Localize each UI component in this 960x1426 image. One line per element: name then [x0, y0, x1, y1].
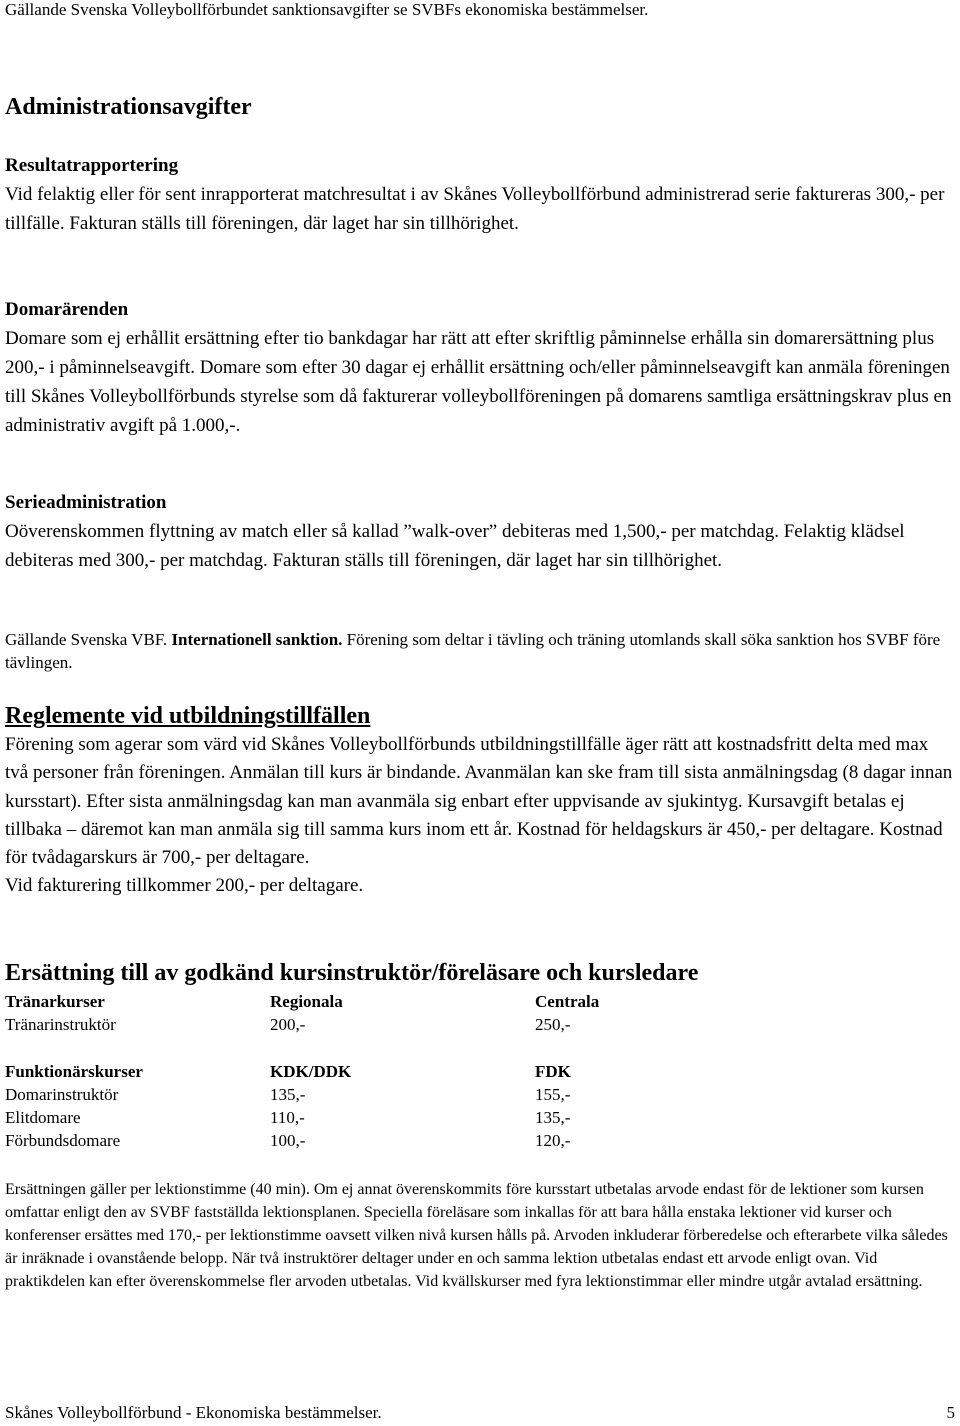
compensation-note-wrap: [5, 1178, 955, 1293]
education-section: [5, 701, 955, 901]
referee-title: Domarärenden: [5, 299, 129, 320]
table-cell: 200,-: [270, 1015, 306, 1034]
table-header-cell: FDK: [535, 1062, 571, 1081]
page-number: 5: [946, 1403, 955, 1422]
page-header: Gällande Svenska Volleybollförbundet sanktionsavgifter se SVBFs ekonomiska bestämmelser.: [5, 0, 649, 19]
compensation-note: Ersättningen gäller per lektionstimme (40 min). Om ej annat överenskommits före kursstart utbetalas arvode endast för de lektioner som kursen omfattar enligt den av SVBF fastställda lektionsplanen. Speciella föreläsare som inkallas för att bara hålla enstaka lektioner vid kurser och konferenser ersättes med 170,- per lektionstimme oavsett vilken nivå kursen hålls på. Arvoden inkluderar förberedelse och efterarbete vilka således är inräknade i ovanstående belopp. När två instruktörer deltager under en och samma lektion utbetalas endast ett arvode enligt ovan. Vid praktikdelen kan efter överenskommelse fler arvoden utbetalas. Vid kvällskurser med fyra lektionstimmar eller mindre utgår avtalad ersättning.: [5, 1181, 948, 1290]
table-header-row: [5, 1060, 735, 1083]
table-header-cell: KDK/DDK: [270, 1062, 352, 1081]
table-row: [5, 1129, 735, 1152]
education-title: Reglemente vid utbildningstillfällen: [5, 703, 371, 729]
table-cell: 135,-: [270, 1085, 306, 1104]
footer-text: Skånes Volleybollförbund - Ekonomiska bestämmelser.: [5, 1403, 382, 1422]
education-para2: Vid fakturering tillkommer 200,- per deltagare.: [5, 875, 364, 897]
table-cell: 120,-: [535, 1131, 571, 1150]
table-cell: Elitdomare: [5, 1108, 81, 1127]
sanction-prefix: Gällande Svenska VBF.: [5, 630, 168, 649]
table-cell: 135,-: [535, 1108, 571, 1127]
series-section: [5, 488, 955, 575]
result-title: Resultatrapportering: [5, 155, 179, 176]
referee-section: [5, 295, 955, 440]
sanction-bold: Internationell sanktion.: [171, 630, 343, 649]
admin-section: [5, 92, 955, 122]
table-cell: Förbundsdomare: [5, 1131, 121, 1150]
table-row: [5, 1013, 735, 1036]
trainer-table: [5, 990, 735, 1036]
official-table: [5, 1060, 735, 1152]
table-cell: Domarinstruktör: [5, 1085, 119, 1104]
table-row: [5, 1083, 735, 1106]
table-cell: 100,-: [270, 1131, 306, 1150]
admin-title: Administrationsavgifter: [5, 94, 252, 120]
table-cell: 110,-: [270, 1108, 305, 1127]
table-cell: 250,-: [535, 1015, 571, 1034]
series-title: Serieadministration: [5, 492, 167, 513]
table-row: [5, 1106, 735, 1129]
official-table-wrap: [5, 1060, 955, 1152]
education-para1: Förening som agerar som värd vid Skånes Volleybollförbunds utbildningstillfälle äger rätt att kostnadsfritt delta med max två personer från föreningen. Anmälan till kurs är bindande. Avanmälan kan ske fram till sista anmälningsdag (8 dagar innan kursstart). Efter sista anmälningsdag kan man avanmäla sig enbart efter uppvisande av sjukintyg. Kursavgift betalas ej tillbaka – däremot kan man anmäla sig till samma kurs inom ett år. Kostnad för heldagskurs är 450,- per deltagare. Kostnad för tvådagarskurs är 700,- per deltagare.: [5, 734, 953, 869]
referee-text: Domare som ej erhållit ersättning efter tio bankdagar har rätt att efter skriftlig påminnelse erhålla sin domarersättning plus 200,- i påminnelseavgift. Domare som efter 30 dagar ej erhållit ersättning och/eller påminnelseavgift kan anmäla föreningen till Skånes Volleybollförbunds styrelse som då fakturerar volleybollföreningen på domarens samtliga ersättningskrav plus en administrativ avgift på 1.000,-.: [5, 328, 952, 436]
table-cell: Tränarinstruktör: [5, 1015, 116, 1034]
table-header-cell: Regionala: [270, 992, 343, 1011]
table-header-row: [5, 990, 735, 1013]
sanction-section: [5, 628, 955, 674]
page-footer: [5, 1403, 955, 1423]
sanction-text: Förening som deltar i tävling och träning utomlands skall söka sanktion hos SVBF före tävlingen.: [5, 630, 941, 672]
compensation-title: Ersättning till av godkänd kursinstruktör/föreläsare och kursledare: [5, 960, 699, 986]
result-text: Vid felaktig eller för sent inrapporterat matchresultat i av Skånes Volleybollförbund administrerad serie faktureras 300,- per tillfälle. Fakturan ställs till föreningen, där laget har sin tillhörighet.: [5, 184, 945, 234]
table-cell: 155,-: [535, 1085, 571, 1104]
table-header-cell: Centrala: [535, 992, 600, 1011]
result-section: [5, 151, 955, 238]
table-header-cell: Funktionärskurser: [5, 1062, 143, 1081]
compensation-section: [5, 958, 955, 988]
series-text: Oöverenskommen flyttning av match eller så kallad ”walk-over” debiteras med 1,500,- per matchdag. Felaktig klädsel debiteras med 300,- per matchdag. Fakturan ställs till föreningen, där laget har sin tillhörighet.: [5, 521, 905, 571]
table-header-cell: Tränarkurser: [5, 992, 105, 1011]
trainer-table-wrap: [5, 990, 955, 1036]
